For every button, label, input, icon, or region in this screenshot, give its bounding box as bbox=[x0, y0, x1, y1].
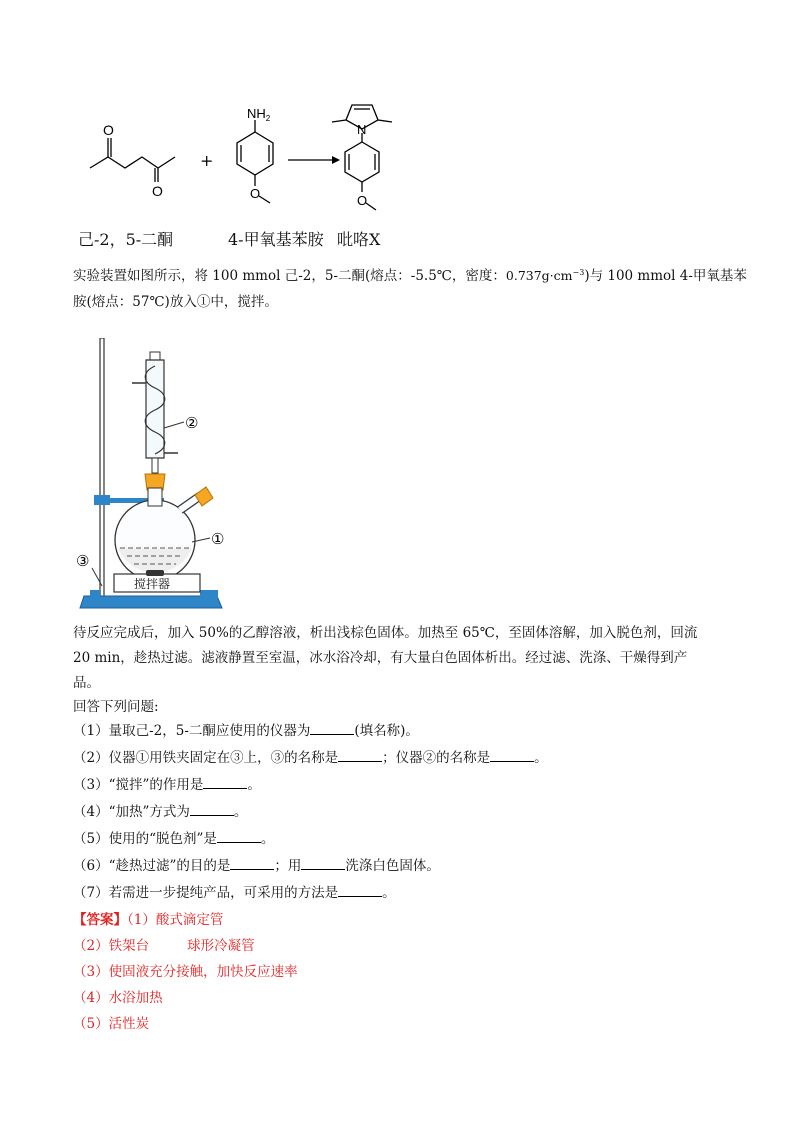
condenser-tip bbox=[152, 458, 158, 473]
answer-blank bbox=[203, 776, 247, 789]
base-foot-left bbox=[90, 590, 100, 598]
answer-blank bbox=[310, 722, 354, 735]
question-2: （2）仪器①用铁夹固定在③上，③的名称是 ；仪器②的名称是 。 bbox=[73, 750, 548, 766]
answer-5: （5）活性炭 bbox=[73, 1016, 150, 1032]
answer-blank bbox=[338, 884, 382, 897]
clamp-holder bbox=[94, 495, 110, 505]
label-stand: ③ bbox=[76, 552, 90, 570]
question-4: （4）“加热”方式为 。 bbox=[73, 804, 248, 820]
answer-blank bbox=[217, 830, 261, 843]
intro-text-a: 实验装置如图所示，将 100 mmol 己-2，5-二酮(熔点：-5.5℃，密度： bbox=[73, 268, 506, 285]
answer-3: （3）使固液充分接触，加快反应速率 bbox=[73, 964, 298, 980]
question-7: （7）若需进一步提纯产品，可采用的方法是 。 bbox=[73, 885, 396, 901]
amine-group: $NH_2$ bbox=[247, 106, 271, 123]
answer-blank bbox=[230, 857, 274, 870]
stirrer-label: 搅拌器 bbox=[134, 577, 171, 591]
flask-neck bbox=[148, 488, 162, 506]
plus-sign: + bbox=[200, 151, 214, 170]
answer-tag: 【答案】 bbox=[73, 912, 127, 928]
arrow-head bbox=[332, 156, 340, 164]
procedure-line-2: 20 min，趁热过滤。滤液静置至室温，冰水浴冷却，有大量白色固体析出。经过滤、洗涤、干燥得到产 bbox=[73, 650, 688, 666]
answer-4: （4）水浴加热 bbox=[73, 990, 163, 1006]
condenser-top bbox=[150, 352, 160, 360]
answer-blank bbox=[301, 857, 345, 870]
label-flask: ① bbox=[211, 530, 225, 548]
density-value: $0.737g\cdot cm^{-3}$ bbox=[505, 268, 585, 284]
pyrrole-methoxy-oxygen: O bbox=[357, 193, 368, 208]
procedure-line-1: 待反应完成后，加入 50%的乙醇溶液，析出浅棕色固体。加热至 65℃，至固体溶解，加入脱色剂，回流 bbox=[73, 625, 698, 641]
procedure-line-3: 品。 bbox=[73, 675, 100, 691]
questions-heading: 回答下列问题: bbox=[73, 699, 159, 715]
label-condenser: ② bbox=[185, 414, 199, 432]
callout-line-2 bbox=[164, 422, 184, 428]
pyrrole-nitrogen: N bbox=[357, 122, 367, 137]
compound-label-methoxyaniline: 4-甲氧基苯胺 bbox=[228, 230, 324, 249]
compound-label-dione: 己-2，5-二酮 bbox=[78, 230, 174, 249]
stand-rod bbox=[100, 338, 104, 603]
question-5: （5）使用的“脱色剂”是 。 bbox=[73, 831, 275, 847]
apparatus-diagram bbox=[72, 338, 252, 618]
intro-text-b: )与 100 mmol 4-甲氧基苯 bbox=[584, 268, 747, 285]
compound-label-pyrrole: 吡咯X bbox=[337, 230, 381, 249]
question-1: （1）量取己-2，5-二酮应使用的仪器为 (填名称)。 bbox=[73, 723, 419, 739]
stir-bar bbox=[146, 570, 164, 576]
intro-line-2: 胺(熔点：57℃)放入①中，搅拌。 bbox=[73, 294, 278, 310]
answer-1: 【答案】（1）酸式滴定管 bbox=[73, 912, 224, 928]
reaction-scheme bbox=[70, 100, 430, 225]
methoxy-oxygen: O bbox=[250, 186, 261, 201]
answer-blank bbox=[338, 749, 382, 762]
intro-line-1 bbox=[73, 262, 747, 287]
side-stopper bbox=[195, 487, 213, 506]
answer-2: （2）铁架台 球形冷凝管 bbox=[73, 938, 255, 954]
answer-blank bbox=[490, 749, 534, 762]
ketone-oxygen-1: O bbox=[103, 122, 114, 138]
condenser-jacket bbox=[146, 360, 164, 458]
question-3: （3）“搅拌”的作用是 。 bbox=[73, 777, 261, 793]
ketone-oxygen-2: O bbox=[152, 183, 163, 199]
answer-blank bbox=[190, 803, 234, 816]
question-6: （6）“趁热过滤”的目的是 ；用 洗涤白色固体。 bbox=[73, 858, 440, 874]
base-foot-right bbox=[200, 590, 218, 598]
